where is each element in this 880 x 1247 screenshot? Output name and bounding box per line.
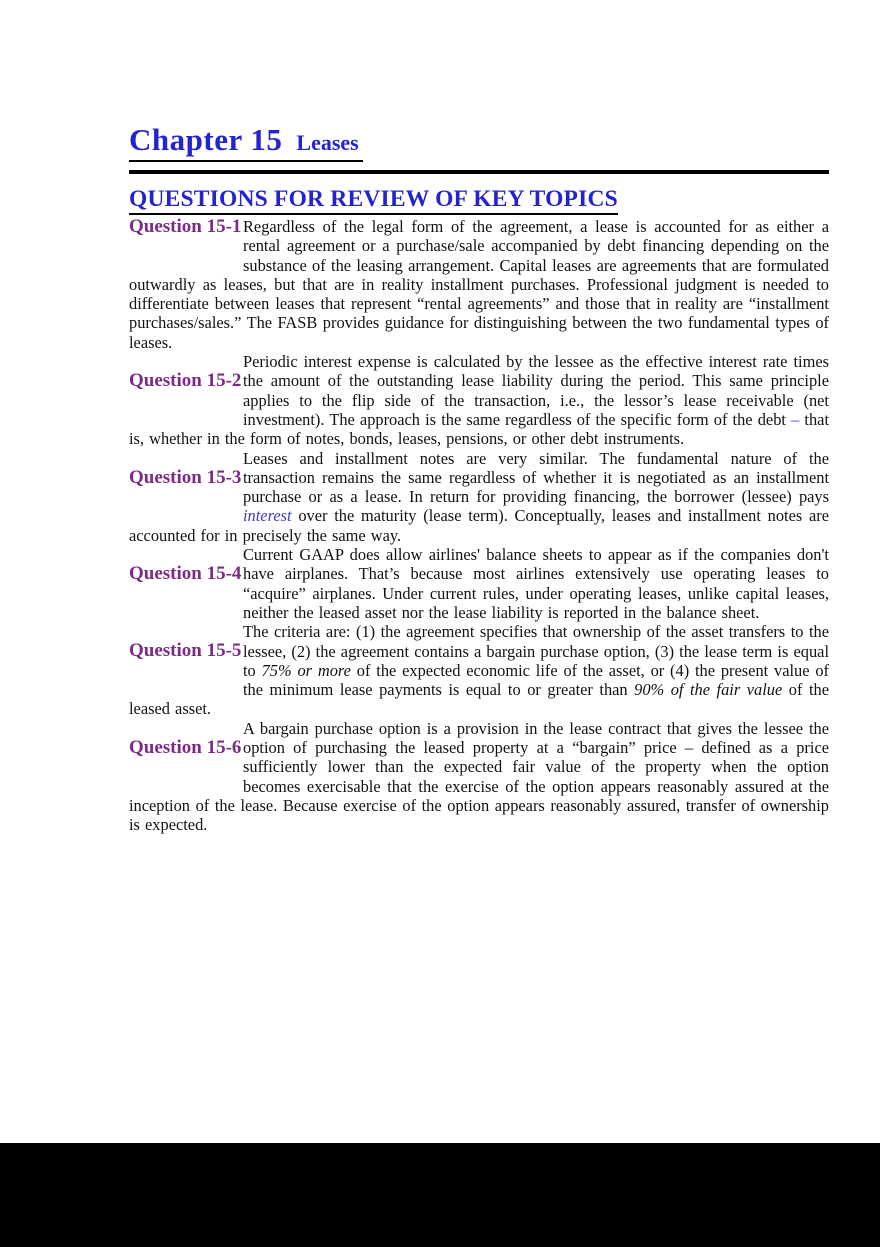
question-label: Question 15-5 [129,640,242,662]
question-block-15-5 [129,622,829,718]
question-block-15-2 [129,352,829,448]
question-label: Question 15-2 [129,370,242,392]
questions-list [129,217,829,835]
chapter-subtitle: Leases [296,130,359,155]
section-heading: QUESTIONS FOR REVIEW OF KEY TOPICS [129,186,618,215]
chapter-number: Chapter 15 [129,122,283,157]
answer-runs: A bargain purchase option is a provision in the lease contract that gives the lessee the option of purchasing the leased property at a “bargain” price – defined as a price sufficiently lower than the expected fair value of the property when the option becomes exercisable that the exercise of the option appears reasonably assured at the inception of the lease. Because exercise of the option appears reasonably assured, transfer of ownership is expected. [129,718,829,835]
answer-runs: Leases and installment notes are very similar. The fundamental nature of the transaction remains the same regardless of whether it is negotiated as an installment purchase or as a lease. In return for providing financing, the borrower (lessee) pays interest over the maturity (lease term). Conceptually, leases and installment notes are accounted for in precisely the same way. [129,448,829,545]
question-answer-text [129,449,829,545]
chapter-title-underline [129,122,363,162]
question-block-15-3 [129,449,829,545]
answer-runs: Regardless of the legal form of the agreement, a lease is accounted for as either a rental agreement or a purchase/sale accompanied by debt financing depending on the substance of the leasing arrangement. Capital leases are agreements that are formulated outwardly as leases, but that are in reality installment purchases. Professional judgment is needed to differentiate between leases that represent “rental agreements” and those that in reality are “installment purchases/sales.” The FASB provides guidance for distinguishing between the two fundamental types of leases. [129,217,829,352]
answer-runs: Periodic interest expense is calculated by the lessee as the effective interest rate times the amount of the outstanding lease liability during the period. This same principle applies to the flip side of the transaction, i.e., the lessor’s lease receivable (net investment). The approach is the same regardless of the specific form of the debt – that is, whether in the form of notes, bonds, leases, pensions, or other debt instruments. [129,352,829,449]
question-block-15-4 [129,545,829,622]
question-label: Question 15-6 [129,736,242,758]
question-block-15-6 [129,719,829,835]
question-answer-text [129,352,829,448]
answer-runs: The criteria are: (1) the agreement specifies that ownership of the asset transfers to the lessee, (2) the agreement contains a bargain purchase option, (3) the lease term is equal to 75% or more of the expected economic life of the asset, or (4) the present value of the minimum lease payments is equal to or greater than 90% of the fair value of the leased asset. [129,622,830,719]
question-label: Question 15-3 [129,466,242,488]
question-answer-text [129,622,829,718]
chapter-title [129,122,363,162]
question-answer-text [129,217,829,352]
answer-runs: Current GAAP does allow airlines' balance sheets to appear as if the companies don't have airplanes. That’s because most airlines extensively use operating leases to “acquire” airplanes. Under current rules, under operating leases, unlike capital leases, neither the leased asset nor the lease liability is reported in the balance sheet. [243,545,829,622]
page-content [129,0,829,1143]
horizontal-rule [129,170,829,174]
question-label: Question 15-4 [129,563,242,585]
question-label: Question 15-1 [129,216,242,237]
question-block-15-1 [129,217,829,352]
